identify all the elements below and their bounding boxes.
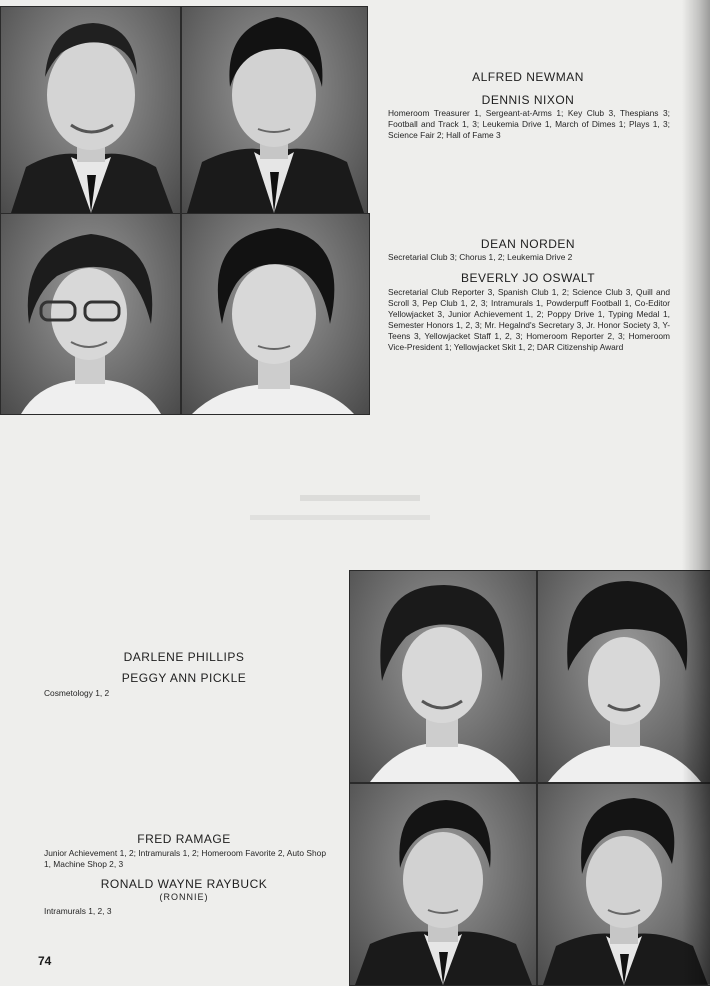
student-activities-peggy-ann-pickle: Cosmetology 1, 2 (44, 688, 110, 698)
student-name-fred-ramage: FRED RAMAGE (137, 832, 231, 846)
student-name-peggy-ann-pickle: PEGGY ANN PICKLE (121, 671, 247, 685)
female-portrait-image (1, 214, 180, 414)
portrait-darlene-phillips (349, 570, 537, 783)
student-name-dennis-nixon: DENNIS NIXON (481, 93, 575, 107)
student-activities-dean-norden: Secretarial Club 3; Chorus 1, 2; Leukemia Drive 2 (388, 252, 573, 262)
show-through-shadow (250, 515, 430, 520)
female-portrait-image (350, 571, 536, 782)
student-name-alfred-newman: ALFRED NEWMAN (472, 70, 584, 84)
portrait-beverly-jo-oswalt (181, 213, 370, 415)
page-number: 74 (38, 954, 52, 968)
show-through-shadow (300, 495, 420, 501)
student-activities-dennis-nixon: Homeroom Treasurer 1, Sergeant-at-Arms 1; Key Club 3, Thespians 3; Football and Track 1, 3; Leukemia Drive 1, March of Dimes 1; Plays 1, 3; Science Fair 2; Hall of Fame 3 (388, 108, 670, 140)
portrait-dennis-nixon (181, 6, 368, 214)
male-portrait-image (350, 784, 536, 985)
student-name-beverly-jo-oswalt: BEVERLY JO OSWALT (460, 271, 596, 285)
student-activities-beverly-jo-oswalt: Secretarial Club Reporter 3, Spanish Club 1, 2; Science Club 3, Quill and Scroll 3, Pep Club 1, 2, 3; Intramurals 1, Powderpuff Football 1, Co-Editor Yellowjacket 3, Junior Achievement 1, 2; Poppy Drive 1, Typing Medal 1, Semester Honors 1, 2, 3; Mr. Hegalnd's Secretary 3, Jr. Honor Society 3, Y-Teens 3, Yellowjacket Staff 1, 2, 3; Homeroom Reporter 2, 3; Homeroom Vice-President 1; Yellowjacket Skit 1, 2; DAR Citizenship Award (388, 287, 670, 352)
page-binding-shadow (682, 0, 710, 984)
male-portrait-image (1, 7, 180, 213)
student-nickname-ronald-wayne-raybuck: (RONNIE) (159, 892, 209, 902)
male-portrait-image (182, 7, 367, 213)
student-name-darlene-phillips: DARLENE PHILLIPS (123, 650, 245, 664)
portrait-dean-norden (0, 213, 181, 415)
portrait-alfred-newman (0, 6, 181, 214)
female-portrait-image (182, 214, 369, 414)
student-name-dean-norden: DEAN NORDEN (480, 237, 576, 251)
student-name-ronald-wayne-raybuck: RONALD WAYNE RAYBUCK (100, 877, 268, 891)
student-activities-ronald-wayne-raybuck: Intramurals 1, 2, 3 (44, 906, 112, 916)
portrait-fred-ramage (349, 783, 537, 986)
student-activities-fred-ramage: Junior Achievement 1, 2; Intramurals 1, 2; Homeroom Favorite 2, Auto Shop 1, Machine Shop 2, 3 (44, 848, 326, 869)
